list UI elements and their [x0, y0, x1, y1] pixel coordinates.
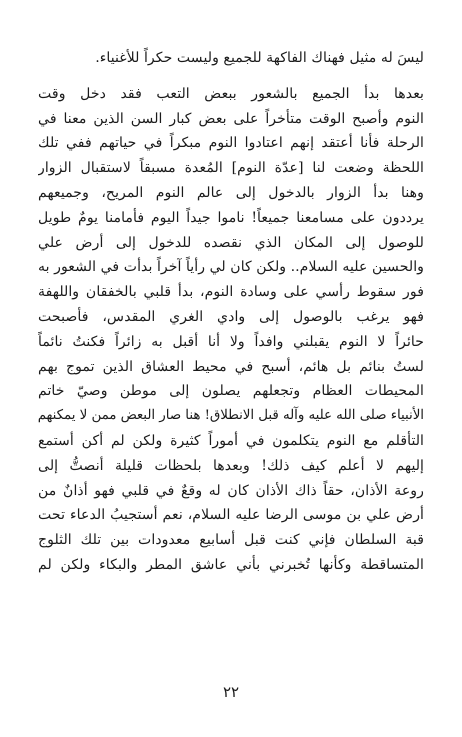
text-line: النوم وأصبح الوقت متأخراً على بعض كبار السن الذين معنا في [38, 110, 424, 127]
text-line: ليسَ له مثيل فهناك الفاكهة للجميع وليست حكراً للأغنياء. [95, 50, 424, 66]
text-line: قبة السلطان فإني كنت قبل أسابيع معدودات بين تلك الثلوج [38, 532, 424, 549]
text-line: وهنا بدأ الزوار بالدخول إلى عالم النوم المريح، وجميعهم [38, 184, 424, 201]
text-line: فور سقوط رأسي على وسادة النوم، بدأ قلبي بالخفقان واللهفة [38, 284, 424, 301]
text-line: أرض علي بن موسى الرضا عليه السلام، نعم أستجيبُ الدعاء تحت [38, 507, 424, 524]
text-line: الأنبياء صلى الله عليه وآله قبل الانطلاق! هنا صار البعض ممن لا يمكنهم [38, 408, 424, 424]
text-line: يرددون على مسامعنا جميعاً! ناموا جيداً اليوم فأمامنا يومٌ طويل [38, 209, 424, 226]
body-text [38, 46, 424, 578]
text-line: بعدها بدأ الجميع بالشعور ببعض التعب فقد دخل وقت [38, 85, 424, 102]
text-line: التأقلم مع النوم يتكلمون في أموراً كثيرة ولكن لم أكن أستمع [38, 432, 424, 449]
text-line: المحيطات العظام وتجعلهم يصلون إلى موطن وصيّ خاتم [38, 383, 424, 400]
text-line: المتساقطة وكأنها تُخبرني بأني عاشق المطر والبكاء ولكن لم [38, 556, 424, 573]
text-line: لستُ بنائم بل هائم، أسبح في محيط العشاق الذين تموج بهم [38, 358, 424, 375]
text-line: حائراً لا النوم يقبلني وافداً ولا أنا أقبل به زائراً فكنتُ نائماً [38, 333, 424, 350]
text-line: فهو يرغب بالوصول إلى وادي الغري المقدس، فأصبحت [38, 308, 424, 325]
text-line: للوصول إلى المكان الذي نقصده للدخول إلى أرض علي [38, 234, 424, 251]
paragraph-gap [38, 71, 424, 82]
text-line: اللحظة وضعت لنا [عدّة النوم] المُعدة مسبقاً لاستقبال الزوار [38, 160, 424, 177]
text-line: روعة الأذان، حقاً ذاك الأذان كان له وقعٌ في قلبي فهو أذانٌ من [38, 482, 424, 499]
text-line: والحسين عليه السلام.. ولكن كان لي رأياً آخراً بدأت في الشعور به [38, 259, 424, 276]
page-number: ٢٢ [222, 683, 240, 701]
text-line: إليهم لا أعلم كيف ذلك! وبعدها بلحظات قليلة أنصتُّ إلى [38, 457, 424, 474]
text-line: الرحلة فأنا أعتقد إنهم اعتادوا النوم مبكراً في حياتهم ففي تلك [38, 135, 424, 152]
